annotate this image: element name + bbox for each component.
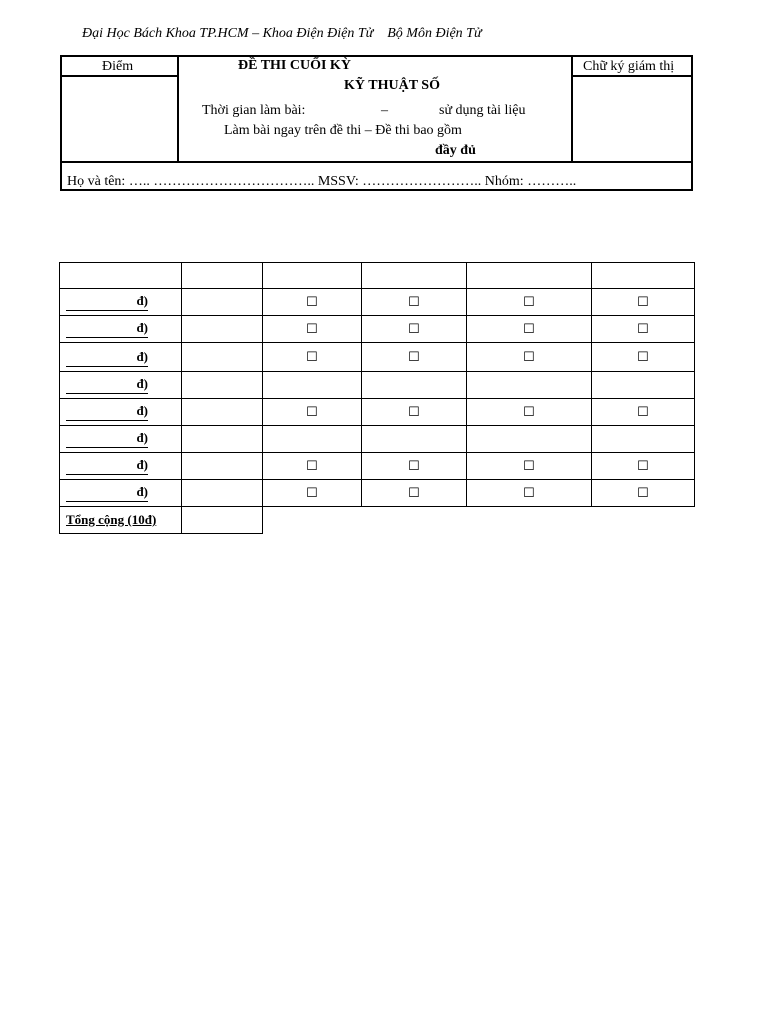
divider [571, 57, 573, 161]
header-cell [182, 263, 263, 289]
checkbox-icon[interactable]: ☐ [467, 289, 592, 316]
checkbox-icon[interactable]: ☐ [592, 289, 695, 316]
empty-cell [263, 372, 362, 399]
table-row [60, 372, 695, 399]
header-cell [362, 263, 467, 289]
checkbox-icon[interactable]: ☐ [467, 343, 592, 372]
checkbox-icon[interactable]: ☐ [467, 453, 592, 480]
checkbox-icon[interactable]: ☐ [592, 343, 695, 372]
checkbox-icon[interactable]: ☐ [263, 343, 362, 372]
checkbox-icon[interactable]: ☐ [362, 289, 467, 316]
question-label-cell [60, 453, 182, 480]
table-header-row [60, 263, 695, 289]
total-row [60, 507, 695, 534]
checkbox-icon[interactable]: ☐ [592, 453, 695, 480]
divider [571, 75, 691, 77]
exam-title: ĐỀ THI CUỐI KỲ [238, 58, 351, 73]
empty-cell [592, 372, 695, 399]
total-label: Tổng cộng (10đ) [60, 507, 182, 534]
table-row [60, 480, 695, 507]
question-label-cell [60, 399, 182, 426]
score-cell[interactable] [182, 453, 263, 480]
header-cell [467, 263, 592, 289]
checkbox-icon[interactable]: ☐ [263, 316, 362, 343]
score-cell[interactable] [182, 316, 263, 343]
checkbox-icon[interactable]: ☐ [362, 453, 467, 480]
blank-underline [66, 393, 148, 394]
empty-cell [467, 372, 592, 399]
divider [62, 161, 691, 163]
checkbox-icon[interactable]: ☐ [592, 480, 695, 507]
points-label: đ) [136, 293, 148, 308]
checkbox-icon[interactable]: ☐ [467, 480, 592, 507]
checkbox-icon[interactable]: ☐ [362, 480, 467, 507]
header-cell [60, 263, 182, 289]
checkbox-icon[interactable]: ☐ [362, 399, 467, 426]
table-row [60, 426, 695, 453]
points-label: đ) [136, 484, 148, 499]
points-label: đ) [136, 403, 148, 418]
table-filler [263, 507, 695, 534]
points-label: đ) [136, 349, 148, 364]
checkbox-icon[interactable]: ☐ [467, 316, 592, 343]
divider [177, 57, 179, 161]
empty-cell [467, 426, 592, 453]
blank-underline [66, 420, 148, 421]
exam-info-box [60, 55, 693, 191]
empty-cell [263, 426, 362, 453]
question-label-cell [60, 343, 182, 372]
checkbox-icon[interactable]: ☐ [362, 343, 467, 372]
question-label-cell [60, 426, 182, 453]
materials-label: sử dụng tài liệu [439, 103, 526, 118]
points-label: đ) [136, 457, 148, 472]
table-row [60, 453, 695, 480]
blank-underline [66, 366, 148, 367]
checkbox-icon[interactable]: ☐ [263, 289, 362, 316]
blank-underline [66, 501, 148, 502]
score-cell[interactable] [182, 426, 263, 453]
header-cell [592, 263, 695, 289]
checkbox-icon[interactable]: ☐ [263, 399, 362, 426]
checkbox-icon[interactable]: ☐ [263, 480, 362, 507]
time-label: Thời gian làm bài: [202, 103, 306, 118]
blank-underline [66, 447, 148, 448]
checkbox-icon[interactable]: ☐ [592, 399, 695, 426]
table-row [60, 343, 695, 372]
complete-label: đầy đủ [435, 143, 476, 158]
score-cell[interactable] [182, 372, 263, 399]
total-score-cell[interactable] [182, 507, 263, 534]
signature-label: Chữ ký giám thị [583, 59, 675, 74]
institution-header: Đại Học Bách Khoa TP.HCM – Khoa Điện Điện Tử Bộ Môn Điện Tử [82, 26, 482, 41]
table-row [60, 289, 695, 316]
checkbox-icon[interactable]: ☐ [362, 316, 467, 343]
score-cell[interactable] [182, 289, 263, 316]
points-label: đ) [136, 320, 148, 335]
instructions-text: Làm bài ngay trên đề thi – Đề thi bao gồm [224, 123, 462, 138]
question-label-cell [60, 316, 182, 343]
score-cell[interactable] [182, 480, 263, 507]
score-cell[interactable] [182, 343, 263, 372]
points-label: đ) [136, 430, 148, 445]
blank-underline [66, 474, 148, 475]
blank-underline [66, 310, 148, 311]
score-table [59, 262, 695, 534]
score-cell[interactable] [182, 399, 263, 426]
header-cell [263, 263, 362, 289]
checkbox-icon[interactable]: ☐ [592, 316, 695, 343]
checkbox-icon[interactable]: ☐ [263, 453, 362, 480]
empty-cell [362, 372, 467, 399]
dash-separator: – [381, 103, 388, 118]
subject-title: KỸ THUẬT SỐ [344, 78, 440, 93]
empty-cell [592, 426, 695, 453]
question-label-cell [60, 480, 182, 507]
checkbox-icon[interactable]: ☐ [467, 399, 592, 426]
student-info-line: Họ và tên: ….. …………………………….. MSSV: …………………….. Nhóm: ……….. [67, 174, 577, 189]
points-label: đ) [136, 376, 148, 391]
question-label-cell [60, 372, 182, 399]
question-label-cell [60, 289, 182, 316]
score-label: Điểm [102, 59, 134, 74]
divider [62, 75, 177, 77]
table-row [60, 399, 695, 426]
table-row [60, 316, 695, 343]
blank-underline [66, 337, 148, 338]
empty-cell [362, 426, 467, 453]
